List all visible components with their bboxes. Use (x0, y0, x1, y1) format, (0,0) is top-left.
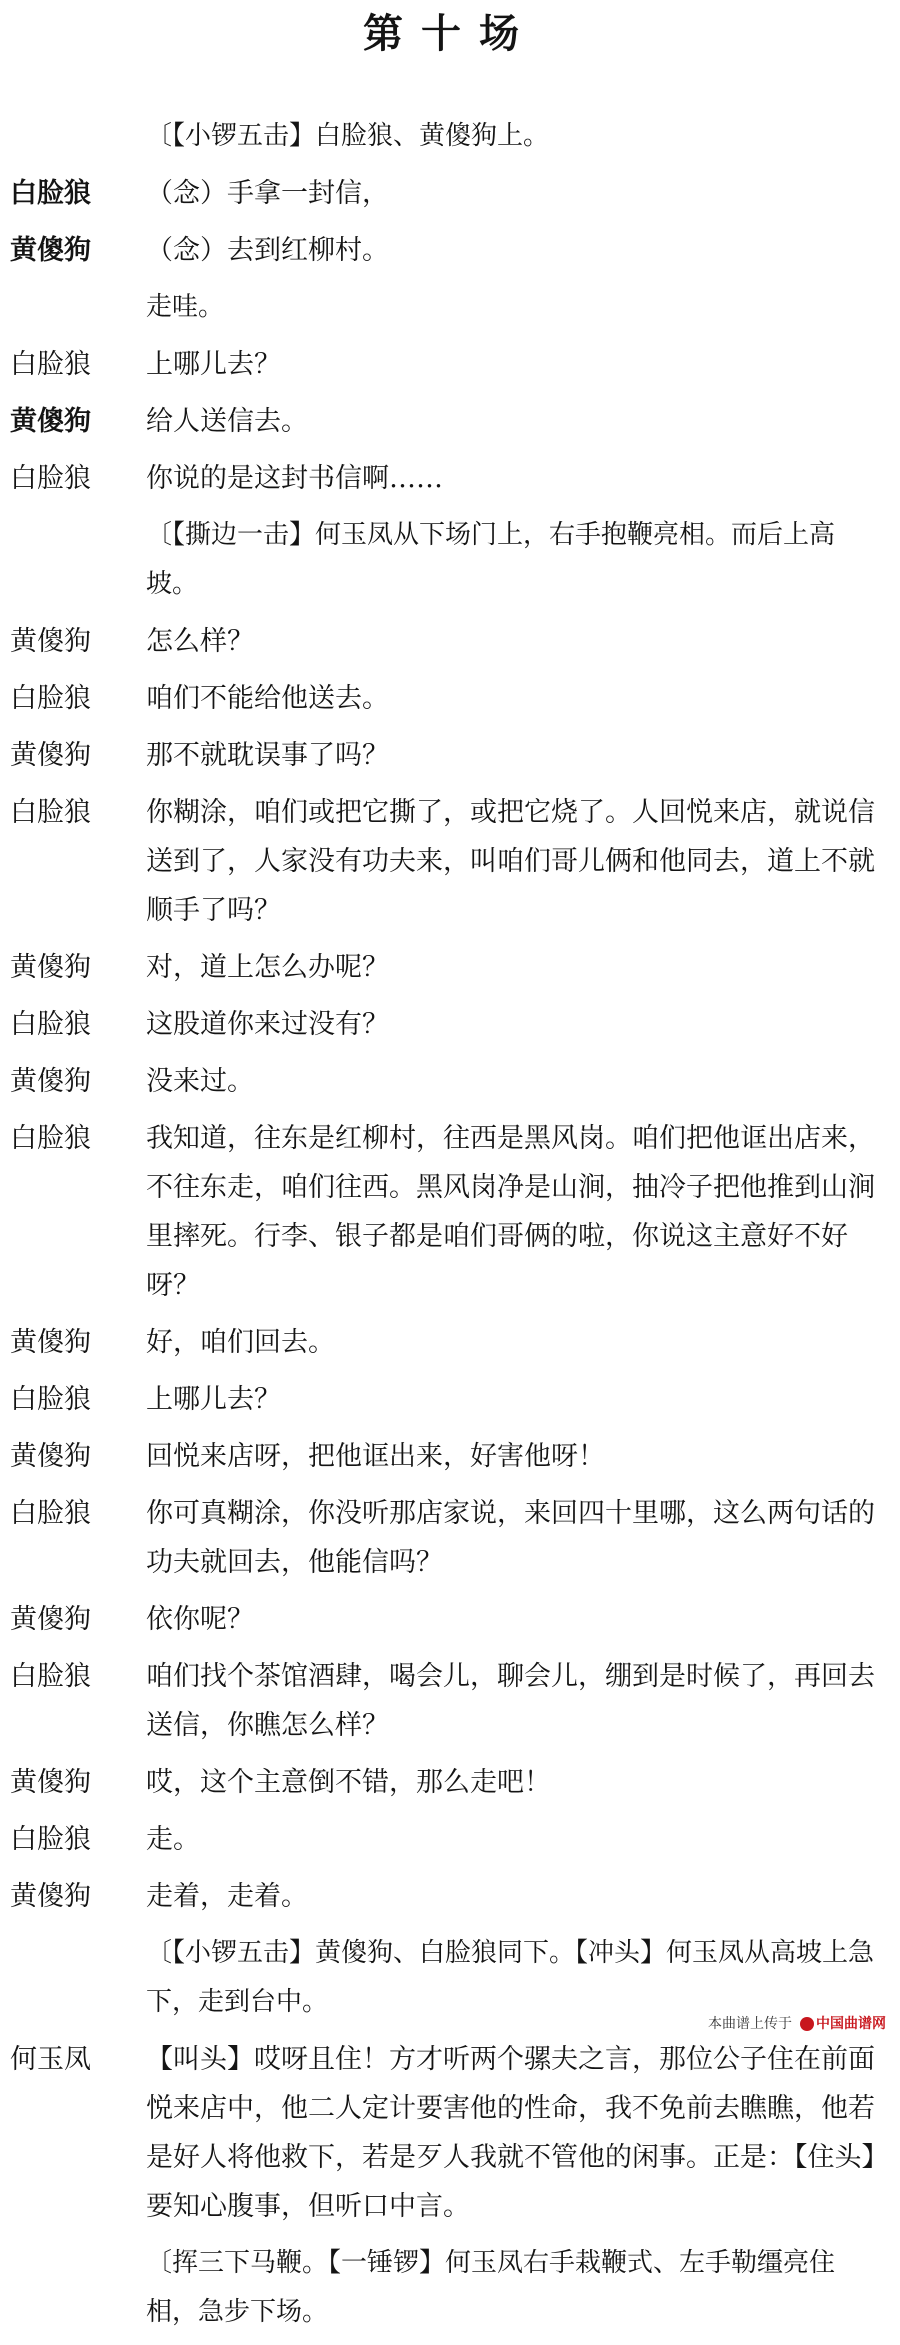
speaker-name: 黄傻狗 (10, 235, 91, 266)
script-line (0, 1114, 900, 1310)
speaker-name: 白脸狼 (10, 463, 91, 494)
dialogue-text: 依你呢？ (146, 1604, 254, 1635)
stage-direction: 〔【小锣五击】白脸狼、黄傻狗上。 (146, 121, 550, 151)
dialogue-text: 上哪儿去？ (146, 1384, 281, 1415)
script-line (0, 1057, 900, 1106)
script-line (0, 1652, 900, 1750)
dialogue-text: 怎么样？ (146, 626, 254, 657)
dialogue-text: 这股道你来过没有？ (146, 1009, 389, 1040)
script-line (0, 943, 900, 992)
footer-watermark (708, 2013, 886, 2033)
dialogue-text: 对，道上怎么办呢？ (146, 952, 389, 983)
speaker-name: 黄傻狗 (10, 406, 91, 437)
script-line (0, 454, 900, 503)
footer-prefix: 本曲谱上传于 (708, 2016, 792, 2032)
script-line (0, 283, 900, 332)
speaker-name: 白脸狼 (10, 1498, 91, 1529)
speaker-name: 白脸狼 (10, 1661, 91, 1692)
speaker-name: 白脸狼 (10, 1824, 91, 1855)
speaker-name: 黄傻狗 (10, 1767, 91, 1798)
script-line (0, 617, 900, 666)
speaker-name: 白脸狼 (10, 349, 91, 380)
speaker-name: 黄傻狗 (10, 1327, 91, 1358)
script-line (0, 169, 900, 218)
script-line (0, 1815, 900, 1864)
stage-direction: 〔【小锣五击】黄傻狗、白脸狼同下。【冲头】何玉凤从高坡上急下，走到台中。 (146, 1938, 875, 2017)
dialogue-text: 【叫头】哎呀且住！方才听两个骡夫之言，那位公子住在前面悦来店中，他二人定计要害他的性命，我不免前去瞧瞧，他若是好人将他救下，若是歹人我就不管他的闲事。正是：【住头】要知心腹事，但听口中言。 (146, 2044, 875, 2222)
speaker-name: 白脸狼 (10, 1123, 91, 1154)
dialogue-text: 给人送信去。 (146, 406, 308, 437)
dialogue-text: 走。 (146, 1824, 200, 1855)
stage-direction: 走哇。 (146, 292, 225, 322)
speaker-name: 白脸狼 (10, 1384, 91, 1415)
script-line (0, 1872, 900, 1921)
speaker-name: 黄傻狗 (10, 1066, 91, 1097)
script-line (0, 1000, 900, 1049)
script-line (0, 1595, 900, 1644)
speaker-name: 黄傻狗 (10, 1604, 91, 1635)
speaker-name: 黄傻狗 (10, 740, 91, 771)
dialogue-text: 没来过。 (146, 1066, 254, 1097)
dialogue-text: 走着，走着。 (146, 1881, 308, 1912)
script-line (0, 511, 900, 609)
dialogue-text: 哎，这个主意倒不错，那么走吧！ (146, 1767, 551, 1798)
script-line (0, 788, 900, 935)
script-line (0, 1432, 900, 1481)
dialogue-text: 回悦来店呀，把他诓出来，好害他呀！ (146, 1441, 605, 1472)
script-line (0, 340, 900, 389)
stage-direction: 〔【撕边一击】何玉凤从下场门上，右手抱鞭亮相。而后上高坡。 (146, 520, 836, 599)
script-line (0, 1375, 900, 1424)
script-line (0, 226, 900, 275)
dialogue-text: 那不就耽误事了吗？ (146, 740, 389, 771)
speaker-name: 白脸狼 (10, 1009, 91, 1040)
speaker-name: 黄傻狗 (10, 1441, 91, 1472)
stage-direction: 〔挥三下马鞭。【一锤锣】何玉凤右手栽鞭式、左手勒缰亮住相，急步下场。 (146, 2248, 836, 2327)
script-line (0, 2035, 900, 2231)
script-line (0, 397, 900, 446)
speaker-name: 黄傻狗 (10, 952, 91, 983)
dialogue-text: 上哪儿去？ (146, 349, 281, 380)
script-body (0, 112, 900, 2345)
scene-title: 第十场 (363, 11, 537, 57)
script-line (0, 112, 900, 161)
speaker-name: 何玉凤 (10, 2044, 91, 2075)
dialogue-text: 咱们不能给他送去。 (146, 683, 389, 714)
script-line (0, 2239, 900, 2337)
dialogue-text: 你可真糊涂，你没听那店家说，来回四十里哪，这么两句话的功夫就回去，他能信吗？ (146, 1498, 875, 1578)
dialogue-text: 我知道，往东是红柳村，往西是黑风岗。咱们把他诓出店来，不往东走，咱们往西。黑风岗净是山涧，抽冷子把他推到山涧里摔死。行李、银子都是咱们哥俩的啦，你说这主意好不好呀？ (146, 1123, 875, 1301)
script-line (0, 731, 900, 780)
dialogue-text: 你糊涂，咱们或把它撕了，或把它烧了。人回悦来店，就说信送到了，人家没有功夫来，叫咱们哥儿俩和他同去，道上不就顺手了吗？ (146, 797, 875, 926)
script-line (0, 1758, 900, 1807)
speaker-name: 白脸狼 (10, 683, 91, 714)
dialogue-text: （念）手拿一封信， (146, 178, 389, 209)
script-line (0, 1489, 900, 1587)
dialogue-text: 好，咱们回去。 (146, 1327, 335, 1358)
speaker-name: 黄傻狗 (10, 626, 91, 657)
script-line (0, 674, 900, 723)
speaker-name: 白脸狼 (10, 178, 91, 209)
site-logo-icon (800, 2017, 814, 2031)
dialogue-text: （念）去到红柳村。 (146, 235, 389, 266)
speaker-name: 白脸狼 (10, 797, 91, 828)
dialogue-text: 你说的是这封书信啊…… (146, 463, 443, 494)
dialogue-text: 咱们找个茶馆酒肆，喝会儿，聊会儿，绷到是时候了，再回去送信，你瞧怎么样？ (146, 1661, 875, 1741)
speaker-name: 黄傻狗 (10, 1881, 91, 1912)
footer-brand: 中国曲谱网 (816, 2016, 886, 2032)
script-line (0, 1318, 900, 1367)
